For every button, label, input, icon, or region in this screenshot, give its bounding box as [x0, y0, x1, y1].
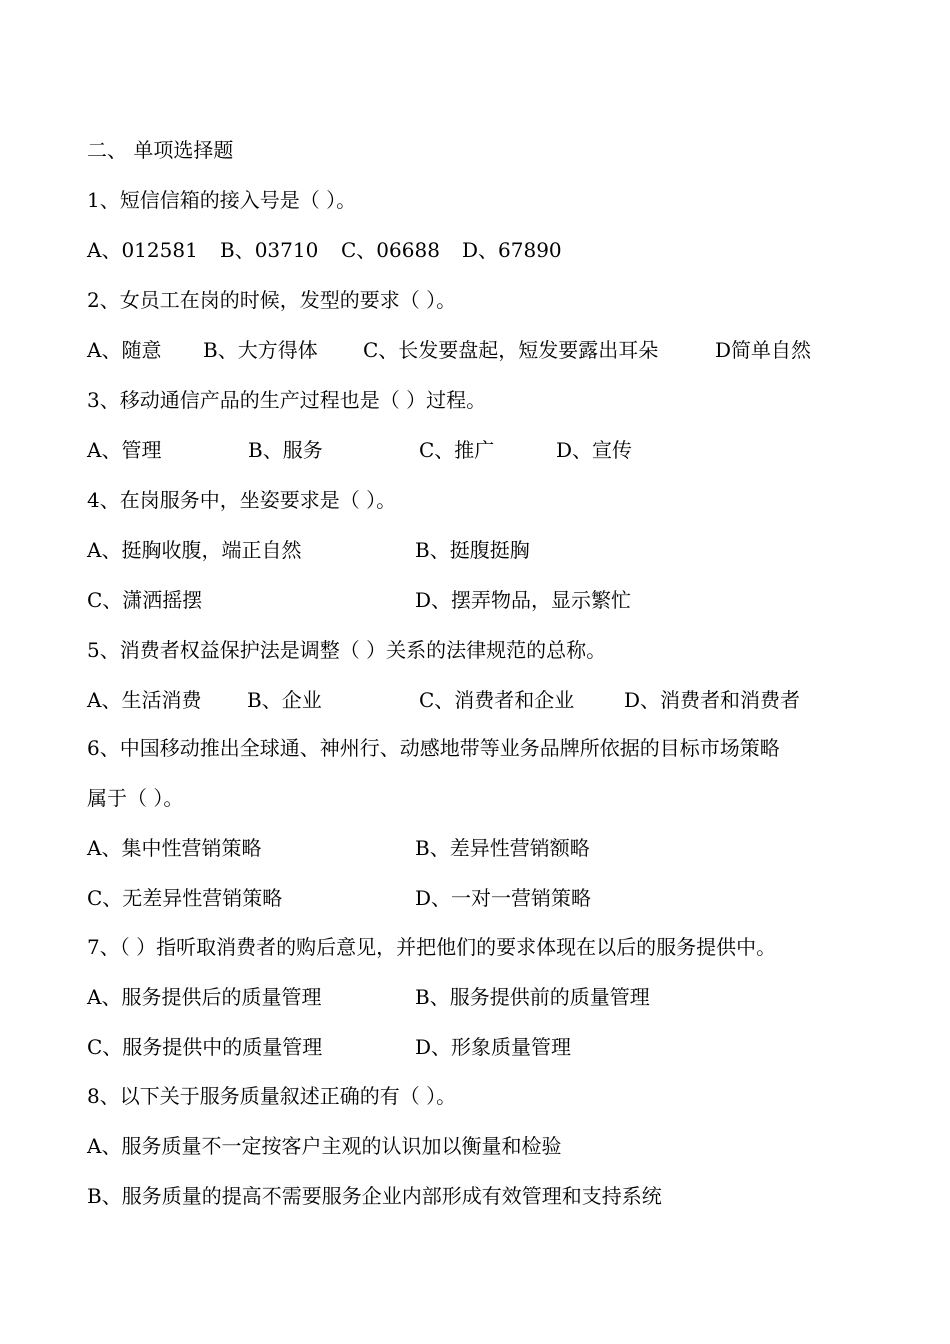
question-4-options-row-1: [87, 525, 887, 575]
option-c: C、06688: [341, 238, 440, 262]
option-c: C、服务提供中的质量管理: [87, 1035, 323, 1059]
question-7-options-row-2: [87, 1022, 887, 1072]
option-d: D、消费者和消费者: [624, 688, 801, 712]
option-c: C、长发要盘起，短发要露出耳朵: [363, 338, 659, 362]
question-8-stem: 8、以下关于服务质量叙述正确的有（ ）。: [87, 1084, 457, 1108]
question-4-stem: 4、在岗服务中，坐姿要求是（ ）。: [87, 488, 397, 512]
question-1-stem: 1、短信信箱的接入号是（ ）。: [87, 188, 357, 212]
option-d: D、67890: [462, 238, 562, 262]
option-d: D、一对一营销策略: [415, 886, 592, 910]
question-7-stem: 7、（ ）指听取消费者的购后意见，并把他们的要求体现在以后的服务提供中。: [87, 935, 777, 959]
option-c: C、无差异性营销策略: [87, 886, 283, 910]
question-6-options-row-1: [87, 823, 887, 873]
question-1-options: [87, 225, 887, 275]
option-a: A、随意: [87, 338, 162, 362]
option-a: A、挺胸收腹，端正自然: [87, 538, 302, 562]
option-a: A、服务提供后的质量管理: [87, 985, 322, 1009]
option-d: D、摆弄物品，显示繁忙: [415, 588, 632, 612]
option-b: B、03710: [220, 238, 319, 262]
question-3-options: [87, 425, 887, 475]
question-8-option-b: B、服务质量的提高不需要服务企业内部形成有效管理和支持系统: [87, 1184, 662, 1208]
question-8-option-a: A、服务质量不一定按客户主观的认识加以衡量和检验: [87, 1134, 562, 1158]
question-6-options-row-2: [87, 873, 887, 923]
question-6-stem-line-1: 6、中国移动推出全球通、神州行、动感地带等业务品牌所依据的目标市场策略: [87, 736, 780, 760]
option-c: C、推广: [419, 438, 495, 462]
option-b: B、企业: [247, 688, 322, 712]
option-b: B、挺腹挺胸: [415, 538, 530, 562]
question-2-stem: 2、女员工在岗的时候，发型的要求（ ）。: [87, 288, 457, 312]
question-3-stem: 3、移动通信产品的生产过程也是（ ）过程。: [87, 388, 487, 412]
option-d: D、宣传: [556, 438, 633, 462]
question-5-stem: 5、消费者权益保护法是调整（ ）关系的法律规范的总称。: [87, 638, 607, 662]
option-c: C、消费者和企业: [419, 688, 575, 712]
question-2-options: [87, 325, 887, 375]
option-b: B、大方得体: [203, 338, 318, 362]
section-title: 二、 单项选择题: [87, 138, 234, 162]
question-6-stem-line-2: 属于（ ）。: [87, 786, 184, 810]
option-b: B、差异性营销额略: [415, 836, 590, 860]
option-a: A、生活消费: [87, 688, 202, 712]
option-a: A、012581: [87, 238, 198, 262]
option-b: B、服务提供前的质量管理: [415, 985, 650, 1009]
option-a: A、管理: [87, 438, 162, 462]
question-5-options: [87, 675, 887, 725]
option-a: A、集中性营销策略: [87, 836, 262, 860]
question-4-options-row-2: [87, 575, 887, 625]
question-7-options-row-1: [87, 972, 887, 1022]
option-d: D、形象质量管理: [415, 1035, 572, 1059]
option-c: C、潇洒摇摆: [87, 588, 203, 612]
option-d: D简单自然: [715, 338, 812, 362]
option-b: B、服务: [248, 438, 323, 462]
